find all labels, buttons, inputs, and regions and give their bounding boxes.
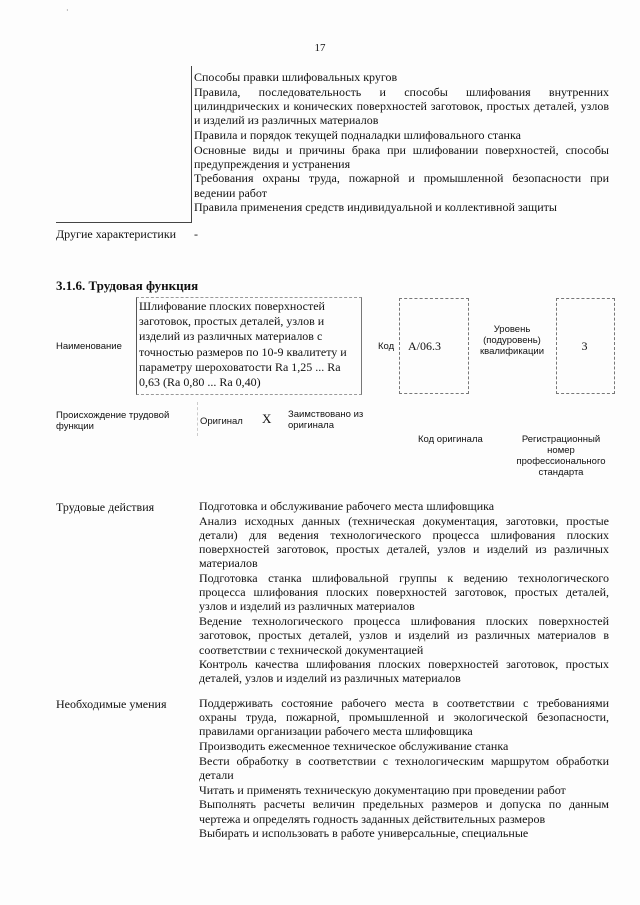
table-cell-left [56, 66, 192, 223]
scan-mark: · [66, 6, 69, 15]
list-item: Способы правки шлифовальных кругов [194, 70, 398, 84]
skills-label: Необходимые умения [56, 697, 167, 711]
origin-label: Происхождение трудовой функции [56, 410, 170, 432]
list-item: Требования охраны труда, пожарной и промышленной безопасности при ведении работ [194, 171, 609, 200]
list-item: Вести обработку в соответствии с технологическим маршрутом обработки детали [199, 753, 609, 783]
list-item: Основные виды и причины брака при шлифовании поверхностей, способы предупреждения и устранения [194, 142, 609, 171]
list-item: Правила применения средств индивидуальной и коллективной защиты [194, 200, 557, 215]
level-value: 3 [581, 339, 588, 353]
page-number: 17 [314, 42, 326, 54]
code-value: A/06.3 [408, 339, 441, 353]
knowledge-list [194, 70, 609, 215]
section-title: 3.1.6. Трудовая функция [56, 278, 199, 293]
list-item: Правила и порядок текущей подналадки шлифовального станка [194, 127, 521, 142]
reg-number-label: Регистрационный номер профессионального стандарта [516, 434, 606, 478]
borrowed-label: Заимствовано из оригинала [288, 409, 364, 431]
divider [197, 402, 199, 436]
original-mark: X [262, 411, 272, 426]
list-item: Контроль качества шлифования плоских поверхностей заготовок, простых деталей, узлов и изделий из различных материалов [199, 657, 609, 686]
list-item: Поддерживать состояние рабочего места в соответствии с требованиями охраны труда, пожарной, промышленной и экологической безопасности, правилами организации рабочего места шлифовщика [199, 696, 609, 739]
other-characteristics-value: - [194, 227, 198, 241]
original-label: Оригинал [200, 416, 243, 427]
list-item: Выполнять расчеты величин предельных размеров и допуска по данным чертежа и определять годность заданных действительных размеров [199, 797, 609, 826]
skills-list [199, 696, 609, 841]
list-item: Ведение технологического процесса шлифования плоских поверхностей заготовок, простых деталей, узлов и изделий из различных материалов в соответствии с технической документацией [199, 614, 609, 657]
level-label: Уровень (подуровень) квалификации [479, 324, 545, 357]
list-item: Анализ исходных данных (техническая документация, заготовки, простые детали) для ведения технологического процесса шлифования плоских поверхностей заготовок, простых деталей, узлов и изделий из различных материалов [199, 513, 609, 571]
other-characteristics-label: Другие характеристики [56, 227, 177, 241]
labor-actions-label: Трудовые действия [56, 500, 155, 514]
list-item: Читать и применять техническую документацию при проведении работ [199, 782, 566, 797]
list-item: Производить ежесменное техническое обслуживание станка [199, 739, 509, 754]
list-item: Выбирать и использовать в работе универсальные, специальные [199, 826, 529, 841]
list-item: Подготовка и обслуживание рабочего места шлифовщика [199, 499, 495, 513]
list-item: Правила, последовательность и способы шлифования внутренних цилиндрических и конических поверхностей заготовок, простых деталей, узлов и изделий из различных материалов [194, 84, 609, 128]
labor-actions-list [199, 499, 609, 686]
code-label: Код [378, 341, 395, 352]
code-original-label: Код оригинала [418, 434, 483, 445]
name-label: Наименование [56, 341, 122, 352]
function-name: Шлифование плоских поверхностей заготовок, простых деталей, узлов и изделий из различных материалов с точностью размеров по 10-9 квалитету и параметру шероховатости Ra 1,25 ... Ra 0,63 (Ra 0,80 ... Ra 0,40) [139, 299, 347, 390]
list-item: Подготовка станка шлифовальной группы к ведению технологического процесса шлифования плоских поверхностей заготовок, простых деталей, узлов и изделий из различных материалов [199, 571, 609, 614]
